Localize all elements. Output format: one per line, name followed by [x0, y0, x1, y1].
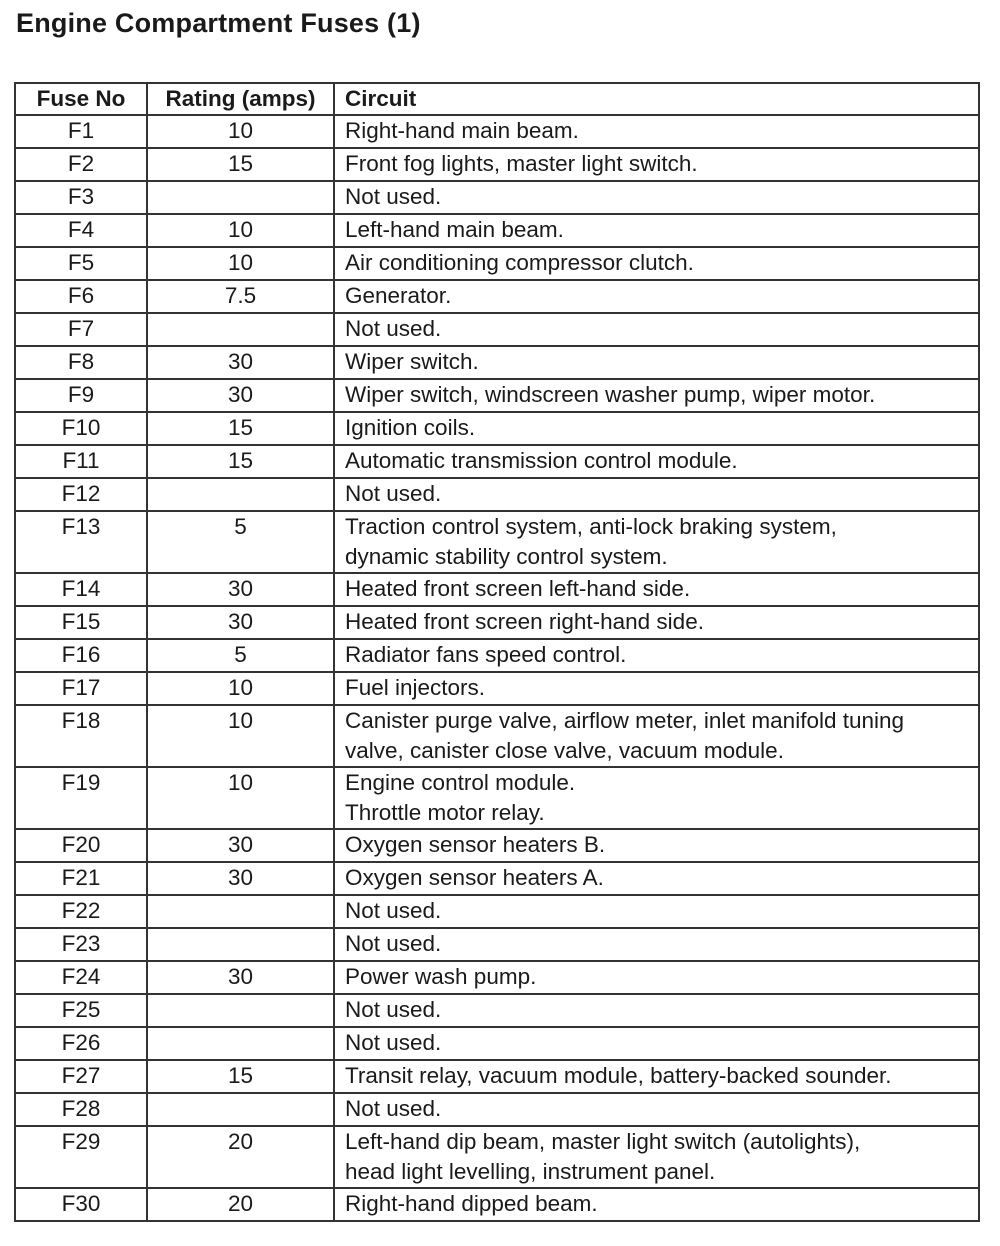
fuse-number-cell: F18	[15, 705, 147, 767]
fuse-number-cell: F19	[15, 767, 147, 829]
rating-cell: 10	[147, 115, 334, 148]
page-title: Engine Compartment Fuses (1)	[16, 8, 421, 38]
circuit-cell: Not used.	[334, 181, 979, 214]
circuit-cell: Not used.	[334, 313, 979, 346]
table-row	[15, 280, 979, 313]
circuit-cell: Wiper switch.	[334, 346, 979, 379]
table-row	[15, 573, 979, 606]
fuse-number-cell: F26	[15, 1027, 147, 1060]
table-row	[15, 895, 979, 928]
fuse-number-cell: F3	[15, 181, 147, 214]
table-row	[15, 115, 979, 148]
rating-cell: 10	[147, 672, 334, 705]
rating-cell	[147, 1027, 334, 1060]
rating-cell	[147, 895, 334, 928]
fuse-number-cell: F14	[15, 573, 147, 606]
table-row	[15, 313, 979, 346]
rating-cell: 20	[147, 1188, 334, 1221]
circuit-cell: Canister purge valve, airflow meter, inlet manifold tuning valve, canister close valve, vacuum module.	[334, 705, 979, 767]
table-body	[15, 115, 979, 1221]
fuse-number-cell: F25	[15, 994, 147, 1027]
rating-cell: 10	[147, 214, 334, 247]
fuse-number-cell: F2	[15, 148, 147, 181]
rating-cell: 10	[147, 767, 334, 829]
circuit-cell: Oxygen sensor heaters A.	[334, 862, 979, 895]
fuse-number-cell: F9	[15, 379, 147, 412]
table-row	[15, 1027, 979, 1060]
table-row	[15, 672, 979, 705]
table-row	[15, 181, 979, 214]
circuit-cell: Right-hand dipped beam.	[334, 1188, 979, 1221]
table-row	[15, 412, 979, 445]
header-circuit: Circuit	[334, 83, 979, 115]
rating-cell: 15	[147, 1060, 334, 1093]
fuse-number-cell: F5	[15, 247, 147, 280]
circuit-cell: Power wash pump.	[334, 961, 979, 994]
rating-cell: 30	[147, 862, 334, 895]
fuse-number-cell: F27	[15, 1060, 147, 1093]
table-row	[15, 606, 979, 639]
fuse-number-cell: F6	[15, 280, 147, 313]
fuse-number-cell: F24	[15, 961, 147, 994]
table-row	[15, 961, 979, 994]
table-row	[15, 994, 979, 1027]
rating-cell	[147, 181, 334, 214]
rating-cell: 7.5	[147, 280, 334, 313]
table-row	[15, 928, 979, 961]
rating-cell	[147, 1093, 334, 1126]
circuit-cell: Left-hand dip beam, master light switch (autolights), head light levelling, instrument panel.	[334, 1126, 979, 1188]
circuit-cell: Left-hand main beam.	[334, 214, 979, 247]
fuse-number-cell: F30	[15, 1188, 147, 1221]
rating-cell	[147, 313, 334, 346]
table-header-row	[15, 83, 979, 115]
circuit-cell: Traction control system, anti-lock braking system, dynamic stability control system.	[334, 511, 979, 573]
table-row	[15, 1188, 979, 1221]
table-row	[15, 346, 979, 379]
table-row	[15, 639, 979, 672]
fuse-table	[14, 82, 980, 1222]
fuse-number-cell: F11	[15, 445, 147, 478]
table-row	[15, 379, 979, 412]
header-rating: Rating (amps)	[147, 83, 334, 115]
rating-cell: 15	[147, 412, 334, 445]
fuse-number-cell: F7	[15, 313, 147, 346]
table-row	[15, 511, 979, 573]
rating-cell: 20	[147, 1126, 334, 1188]
table-row	[15, 445, 979, 478]
rating-cell	[147, 994, 334, 1027]
rating-cell: 5	[147, 511, 334, 573]
fuse-number-cell: F1	[15, 115, 147, 148]
fuse-number-cell: F20	[15, 829, 147, 862]
circuit-cell: Generator.	[334, 280, 979, 313]
fuse-number-cell: F22	[15, 895, 147, 928]
circuit-cell: Not used.	[334, 994, 979, 1027]
circuit-cell: Transit relay, vacuum module, battery-backed sounder.	[334, 1060, 979, 1093]
fuse-number-cell: F21	[15, 862, 147, 895]
table-row	[15, 148, 979, 181]
table-row	[15, 705, 979, 767]
table-row	[15, 1126, 979, 1188]
fuse-number-cell: F13	[15, 511, 147, 573]
table-row	[15, 214, 979, 247]
circuit-cell: Front fog lights, master light switch.	[334, 148, 979, 181]
rating-cell: 30	[147, 346, 334, 379]
table-row	[15, 862, 979, 895]
circuit-cell: Not used.	[334, 1093, 979, 1126]
fuse-number-cell: F10	[15, 412, 147, 445]
table-row	[15, 478, 979, 511]
circuit-cell: Heated front screen left-hand side.	[334, 573, 979, 606]
fuse-number-cell: F12	[15, 478, 147, 511]
circuit-cell: Not used.	[334, 478, 979, 511]
circuit-cell: Right-hand main beam.	[334, 115, 979, 148]
fuse-number-cell: F28	[15, 1093, 147, 1126]
circuit-cell: Air conditioning compressor clutch.	[334, 247, 979, 280]
rating-cell	[147, 928, 334, 961]
table-row	[15, 1060, 979, 1093]
fuse-number-cell: F17	[15, 672, 147, 705]
rating-cell: 5	[147, 639, 334, 672]
table-row	[15, 767, 979, 829]
fuse-number-cell: F15	[15, 606, 147, 639]
circuit-cell: Not used.	[334, 895, 979, 928]
circuit-cell: Fuel injectors.	[334, 672, 979, 705]
header-fuse-no: Fuse No	[15, 83, 147, 115]
rating-cell: 15	[147, 148, 334, 181]
fuse-number-cell: F23	[15, 928, 147, 961]
circuit-cell: Ignition coils.	[334, 412, 979, 445]
rating-cell: 10	[147, 705, 334, 767]
rating-cell: 30	[147, 829, 334, 862]
table-row	[15, 829, 979, 862]
rating-cell: 30	[147, 961, 334, 994]
fuse-number-cell: F8	[15, 346, 147, 379]
fuse-number-cell: F16	[15, 639, 147, 672]
rating-cell: 10	[147, 247, 334, 280]
rating-cell: 30	[147, 606, 334, 639]
rating-cell: 15	[147, 445, 334, 478]
circuit-cell: Not used.	[334, 1027, 979, 1060]
circuit-cell: Radiator fans speed control.	[334, 639, 979, 672]
rating-cell: 30	[147, 379, 334, 412]
rating-cell: 30	[147, 573, 334, 606]
circuit-cell: Automatic transmission control module.	[334, 445, 979, 478]
fuse-number-cell: F4	[15, 214, 147, 247]
circuit-cell: Not used.	[334, 928, 979, 961]
circuit-cell: Heated front screen right-hand side.	[334, 606, 979, 639]
table-row	[15, 1093, 979, 1126]
fuse-number-cell: F29	[15, 1126, 147, 1188]
table-row	[15, 247, 979, 280]
circuit-cell: Engine control module. Throttle motor relay.	[334, 767, 979, 829]
rating-cell	[147, 478, 334, 511]
circuit-cell: Wiper switch, windscreen washer pump, wiper motor.	[334, 379, 979, 412]
circuit-cell: Oxygen sensor heaters B.	[334, 829, 979, 862]
